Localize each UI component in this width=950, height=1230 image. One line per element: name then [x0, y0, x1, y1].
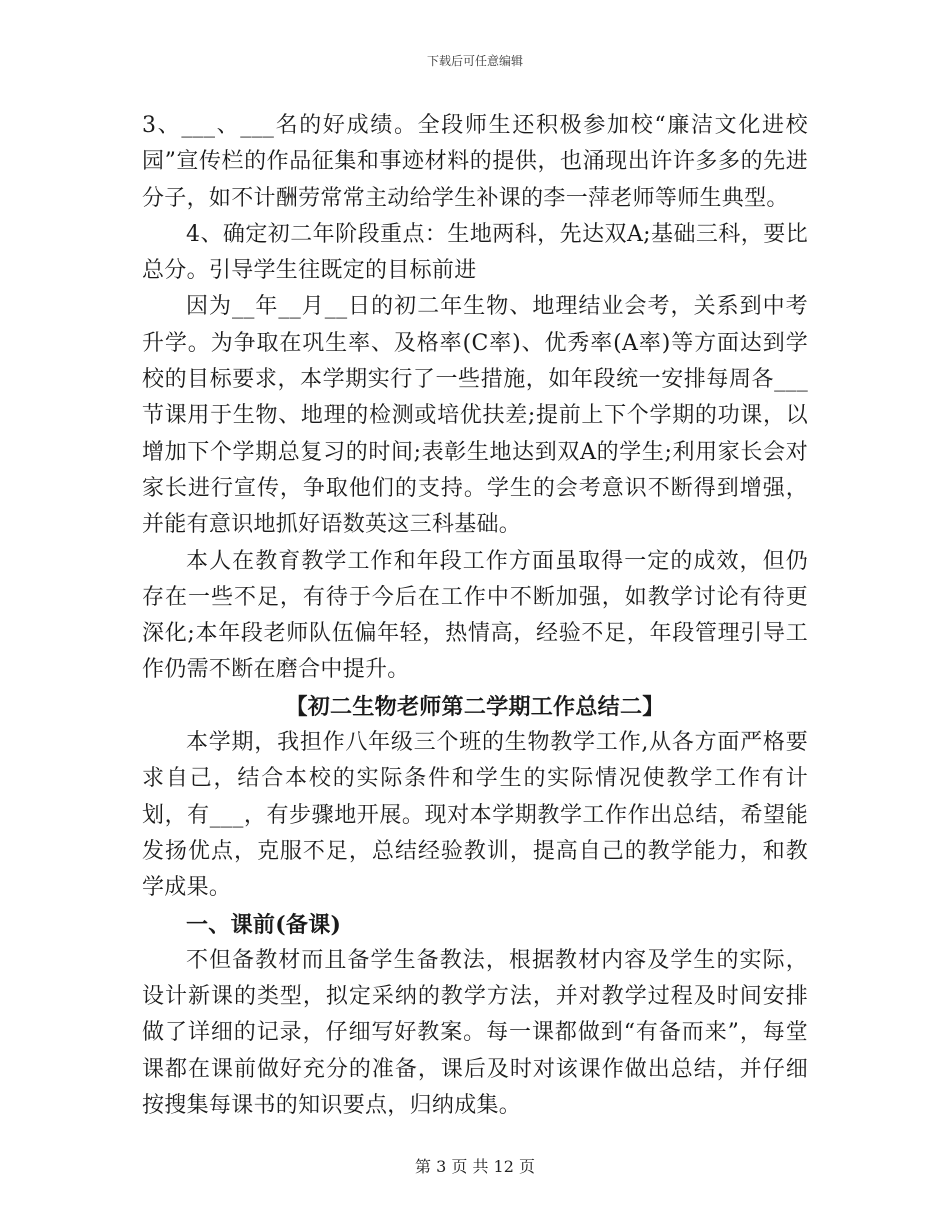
paragraph-phase-focus: 4、确定初二年阶段重点：生地两科，先达双A;基础三科，要比总分。引导学生往既定的目标前进 [142, 221, 808, 284]
section-title: 【初二生物老师第二学期工作总结二】 [285, 693, 665, 720]
section-intro: 本学期，我担作八年级三个班的生物教学工作,从各方面严格要求自己，结合本校的实际条件和学生的实际情况使教学工作有计划，有___，有步骤地开展。现对本学期教学工作作出总结，希望能发扬优点，克服不足，总结经验教训，提高自己的教学能力，和教学成果。 [142, 730, 808, 901]
document-body [142, 108, 808, 1124]
paragraph-shortcomings: 本人在教育教学工作和年段工作方面虽取得一定的成效，但仍存在一些不足，有待于今后在工作中不断加强，如教学讨论有待更深化;本年段老师队伍偏年轻，热情高，经验不足，年段管理引导工作仍需不断在磨合中提升。 [142, 548, 808, 683]
paragraph-lesson-prep: 不但备教材而且备学生备教法，根据教材内容及学生的实际，设计新课的类型，拟定采纳的教学方法，并对教学过程及时间安排做了详细的记录，仔细写好教案。每一课都做到“有备而来”，每堂课都在课前做好充分的准备，课后及时对该课作做出总结，并仔细按搜集每课书的知识要点，归纳成集。 [142, 947, 808, 1119]
paragraph-exam-measures: 因为__年__月__日的初二年生物、地理结业会考，关系到中考升学。为争取在巩生率、及格率(C率)、优秀率(A率)等方面达到学校的目标要求，本学期实行了一些措施，如年段统一安排每周各___节课用于生物、地理的检测或培优扶差;提前上下个学期的功课，以增加下个学期总复习的时间;表彰生地达到双A的学生;利用家长会对家长进行宣传，争取他们的支持。学生的会考意识不断得到增强，并能有意识地抓好语数英这三科基础。 [142, 294, 808, 538]
paragraph-continued: 3、___、___名的好成绩。全段师生还积极参加校“廉洁文化进校园”宣传栏的作品征集和事迹材料的提供，也涌现出许许多多的先进分子，如不计酬劳常常主动给学生补课的李一萍老师等师生典型。 [142, 113, 808, 211]
page-number: 第 3 页 共 12 页 [415, 1157, 535, 1176]
subheading-lesson-prep: 一、课前(备课) [186, 911, 342, 938]
download-note: 下载后可任意编辑 [426, 54, 523, 68]
